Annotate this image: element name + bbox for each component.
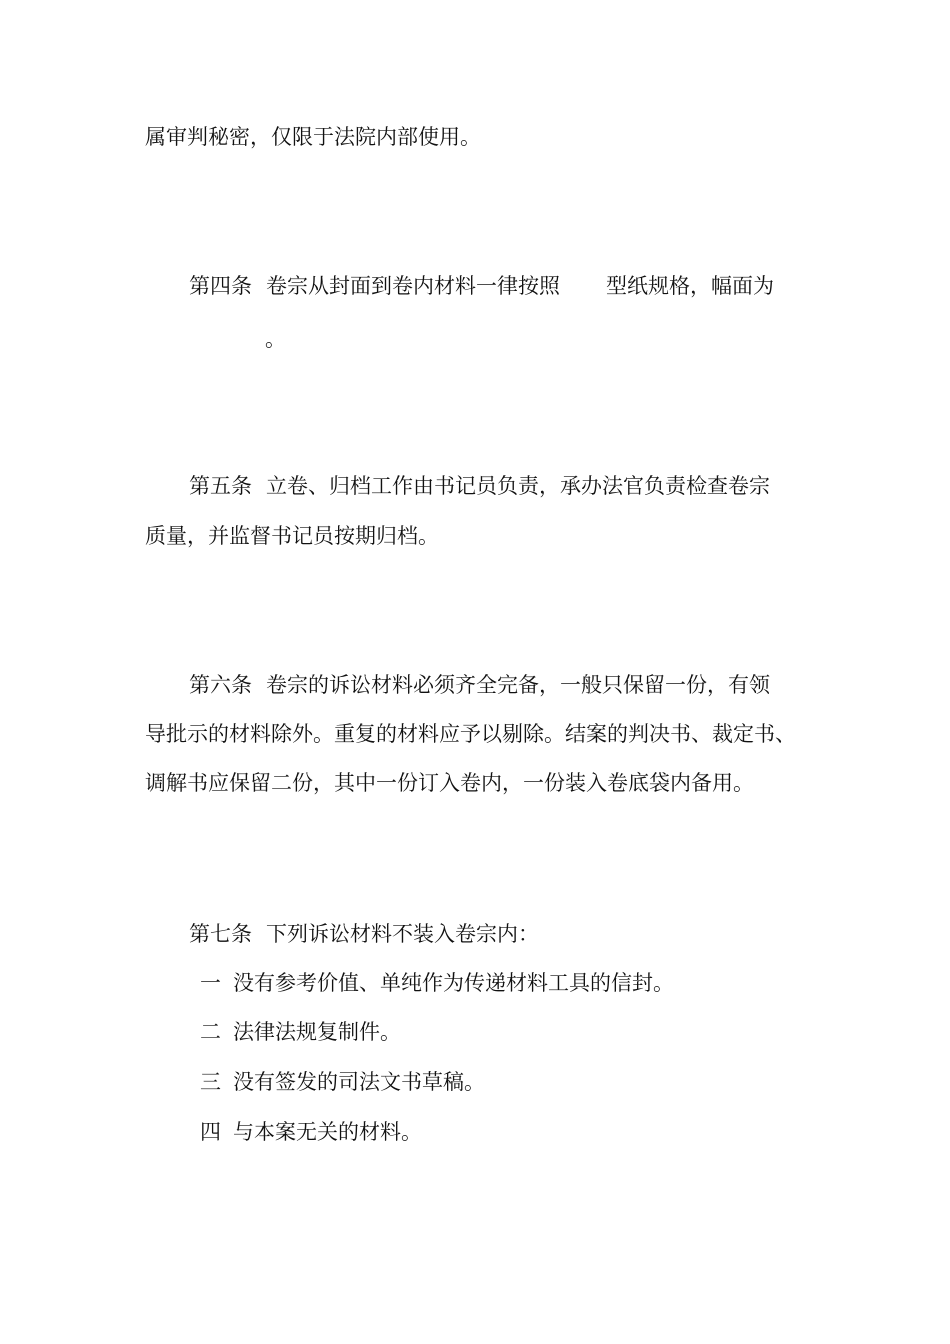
- article-5-text: 立卷、归档工作由书记员负责，承办法官负责检查卷宗: [266, 474, 770, 498]
- item-number: 二: [200, 1020, 221, 1044]
- item-text: 与本案无关的材料。: [233, 1120, 422, 1144]
- article-4-line-2: 。: [265, 327, 286, 351]
- article-6-line-2: 导批示的材料除外。重复的材料应予以剔除。结案的判决书、裁定书、: [145, 722, 796, 746]
- article-4-text-a: 卷宗从封面到卷内材料一律按照: [266, 274, 560, 298]
- article-5-line-1: [189, 472, 770, 500]
- article-7-text: 下列诉讼材料不装入卷宗内：: [266, 922, 539, 946]
- item-text: 法律法规复制件。: [233, 1020, 401, 1044]
- article-5-line-2: 质量，并监督书记员按期归档。: [145, 524, 439, 548]
- article-7-item: [200, 1068, 485, 1096]
- article-7-item: [200, 1018, 401, 1046]
- article-5-heading: 第五条: [189, 474, 252, 498]
- article-7-heading: 第七条: [189, 922, 252, 946]
- article-7-item: [200, 1118, 422, 1146]
- article-4-heading: 第四条: [189, 274, 252, 298]
- item-text: 没有签发的司法文书草稿。: [233, 1070, 485, 1094]
- item-number: 三: [200, 1070, 221, 1094]
- article-6-text: 卷宗的诉讼材料必须齐全完备，一般只保留一份，有领: [266, 673, 770, 697]
- intro-paragraph-line: 属审判秘密，仅限于法院内部使用。: [145, 125, 481, 149]
- item-text: 没有参考价值、单纯作为传递材料工具的信封。: [233, 971, 674, 995]
- item-number: 四: [200, 1120, 221, 1144]
- article-6-heading: 第六条: [189, 673, 252, 697]
- article-6-line-3: 调解书应保留二份，其中一份订入卷内，一份装入卷底袋内备用。: [145, 771, 754, 795]
- article-4-line-1: [189, 272, 774, 300]
- article-6-line-1: [189, 671, 770, 699]
- article-7-item: [200, 969, 674, 997]
- article-4-text-b: 型纸规格，幅面为: [606, 274, 774, 298]
- article-7-line-1: [189, 920, 539, 948]
- item-number: 一: [200, 971, 221, 995]
